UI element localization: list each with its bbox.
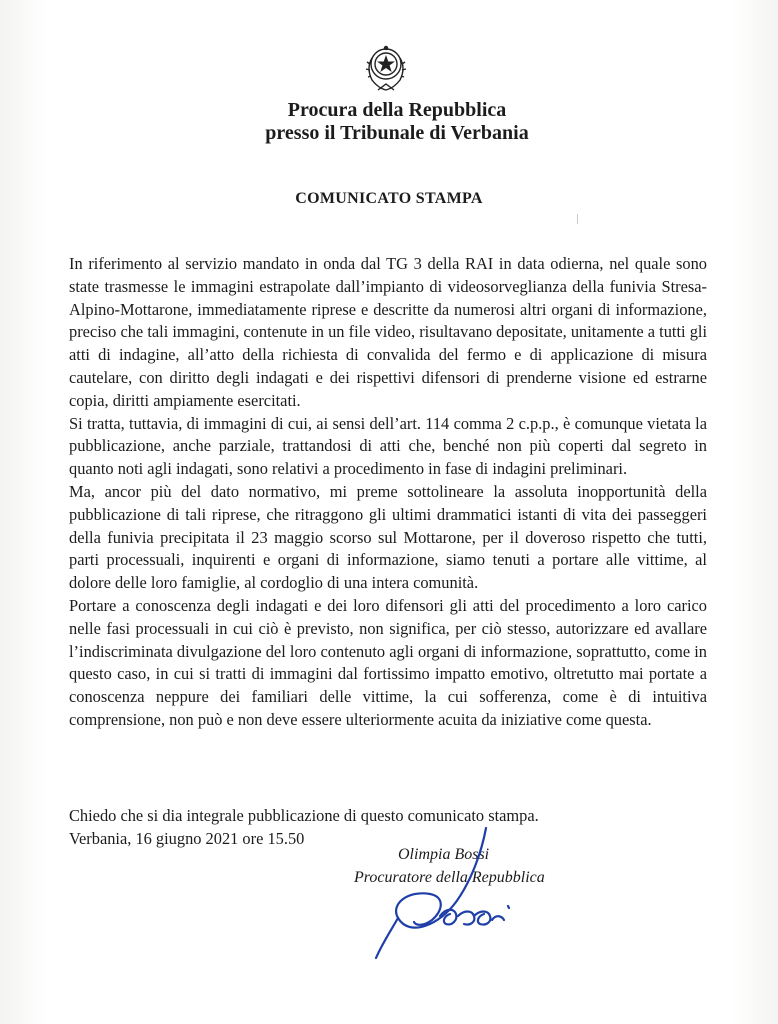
italian-republic-emblem-icon bbox=[362, 40, 410, 94]
paragraph-2: Si tratta, tuttavia, di immagini di cui, ai sensi dell’art. 114 comma 2 c.p.p., è comunque vietata la pubblicazione, anche parziale, trattandosi di atti che, benché non più coperti dal segreto in quanto noti agli indagati, sono relativi a procedimento in fase di indagini preliminari. bbox=[69, 413, 707, 479]
signatory-name: Olimpia Bossi bbox=[398, 846, 490, 863]
document-title: COMUNICATO STAMPA bbox=[295, 190, 483, 207]
paragraph-3: Ma, ancor più del dato normativo, mi preme sottolineare la assoluta inopportunità della pubblicazione di tali riprese, che ritraggono gli ultimi drammatici istanti di vita dei passeggeri della funivia precipitata il 23 maggio scorso sul Mottarone, per il doveroso rispetto che tutti, parti processuali, inquirenti e organi di informazione, siamo tenuti a portare alle vittime, al dolore delle loro famiglie, al cordoglio di una intera comunità. bbox=[69, 481, 707, 593]
place-date: Verbania, 16 giugno 2021 ore 15.50 bbox=[69, 829, 305, 848]
scan-mark bbox=[577, 214, 578, 224]
closing-request: Chiedo che si dia integrale pubblicazione di questo comunicato stampa. bbox=[69, 806, 539, 825]
office-court: presso il Tribunale di Verbania bbox=[265, 122, 529, 144]
signatory-role: Procuratore della Repubblica bbox=[354, 869, 545, 886]
handwritten-signature bbox=[360, 820, 540, 970]
paragraph-1: In riferimento al servizio mandato in onda dal TG 3 della RAI in data odierna, nel quale sono state trasmesse le immagini estrapolate dall’impianto di videosorveglianza della funivia Stresa-Alpino-Mottarone, immediatamente riprese e descritte da numerosi altri organi di informazione, preciso che tali immagini, contenute in un file video, risultavano depositate, unitamente a tutti gli atti di indagine, all’atto della richiesta di convalida del fermo e di applicazione di misura cautelare, con diritto degli indagati e dei rispettivi difensori di prenderne visione ed estrarne copia, diritti ampiamente esercitati. bbox=[69, 254, 707, 410]
office-name: Procura della Repubblica bbox=[287, 99, 507, 121]
body-text bbox=[69, 253, 707, 732]
paragraph-4: Portare a conoscenza degli indagati e dei loro difensori gli atti del procedimento a loro carico nelle fasi processuali in cui ciò è previsto, non significa, per ciò stesso, autorizzare ed avallare l’indiscriminata divulgazione del loro contenuto agli organi di informazione, soprattutto, come in questo caso, in cui si tratti di immagini dal fortissimo impatto emotivo, oltretutto mai portate a conoscenza neppure dei familiari delle vittime, la cui sofferenza, come è di intuitiva comprensione, non può e non deve essere ulteriormente acuita da iniziative come questa. bbox=[69, 595, 707, 729]
